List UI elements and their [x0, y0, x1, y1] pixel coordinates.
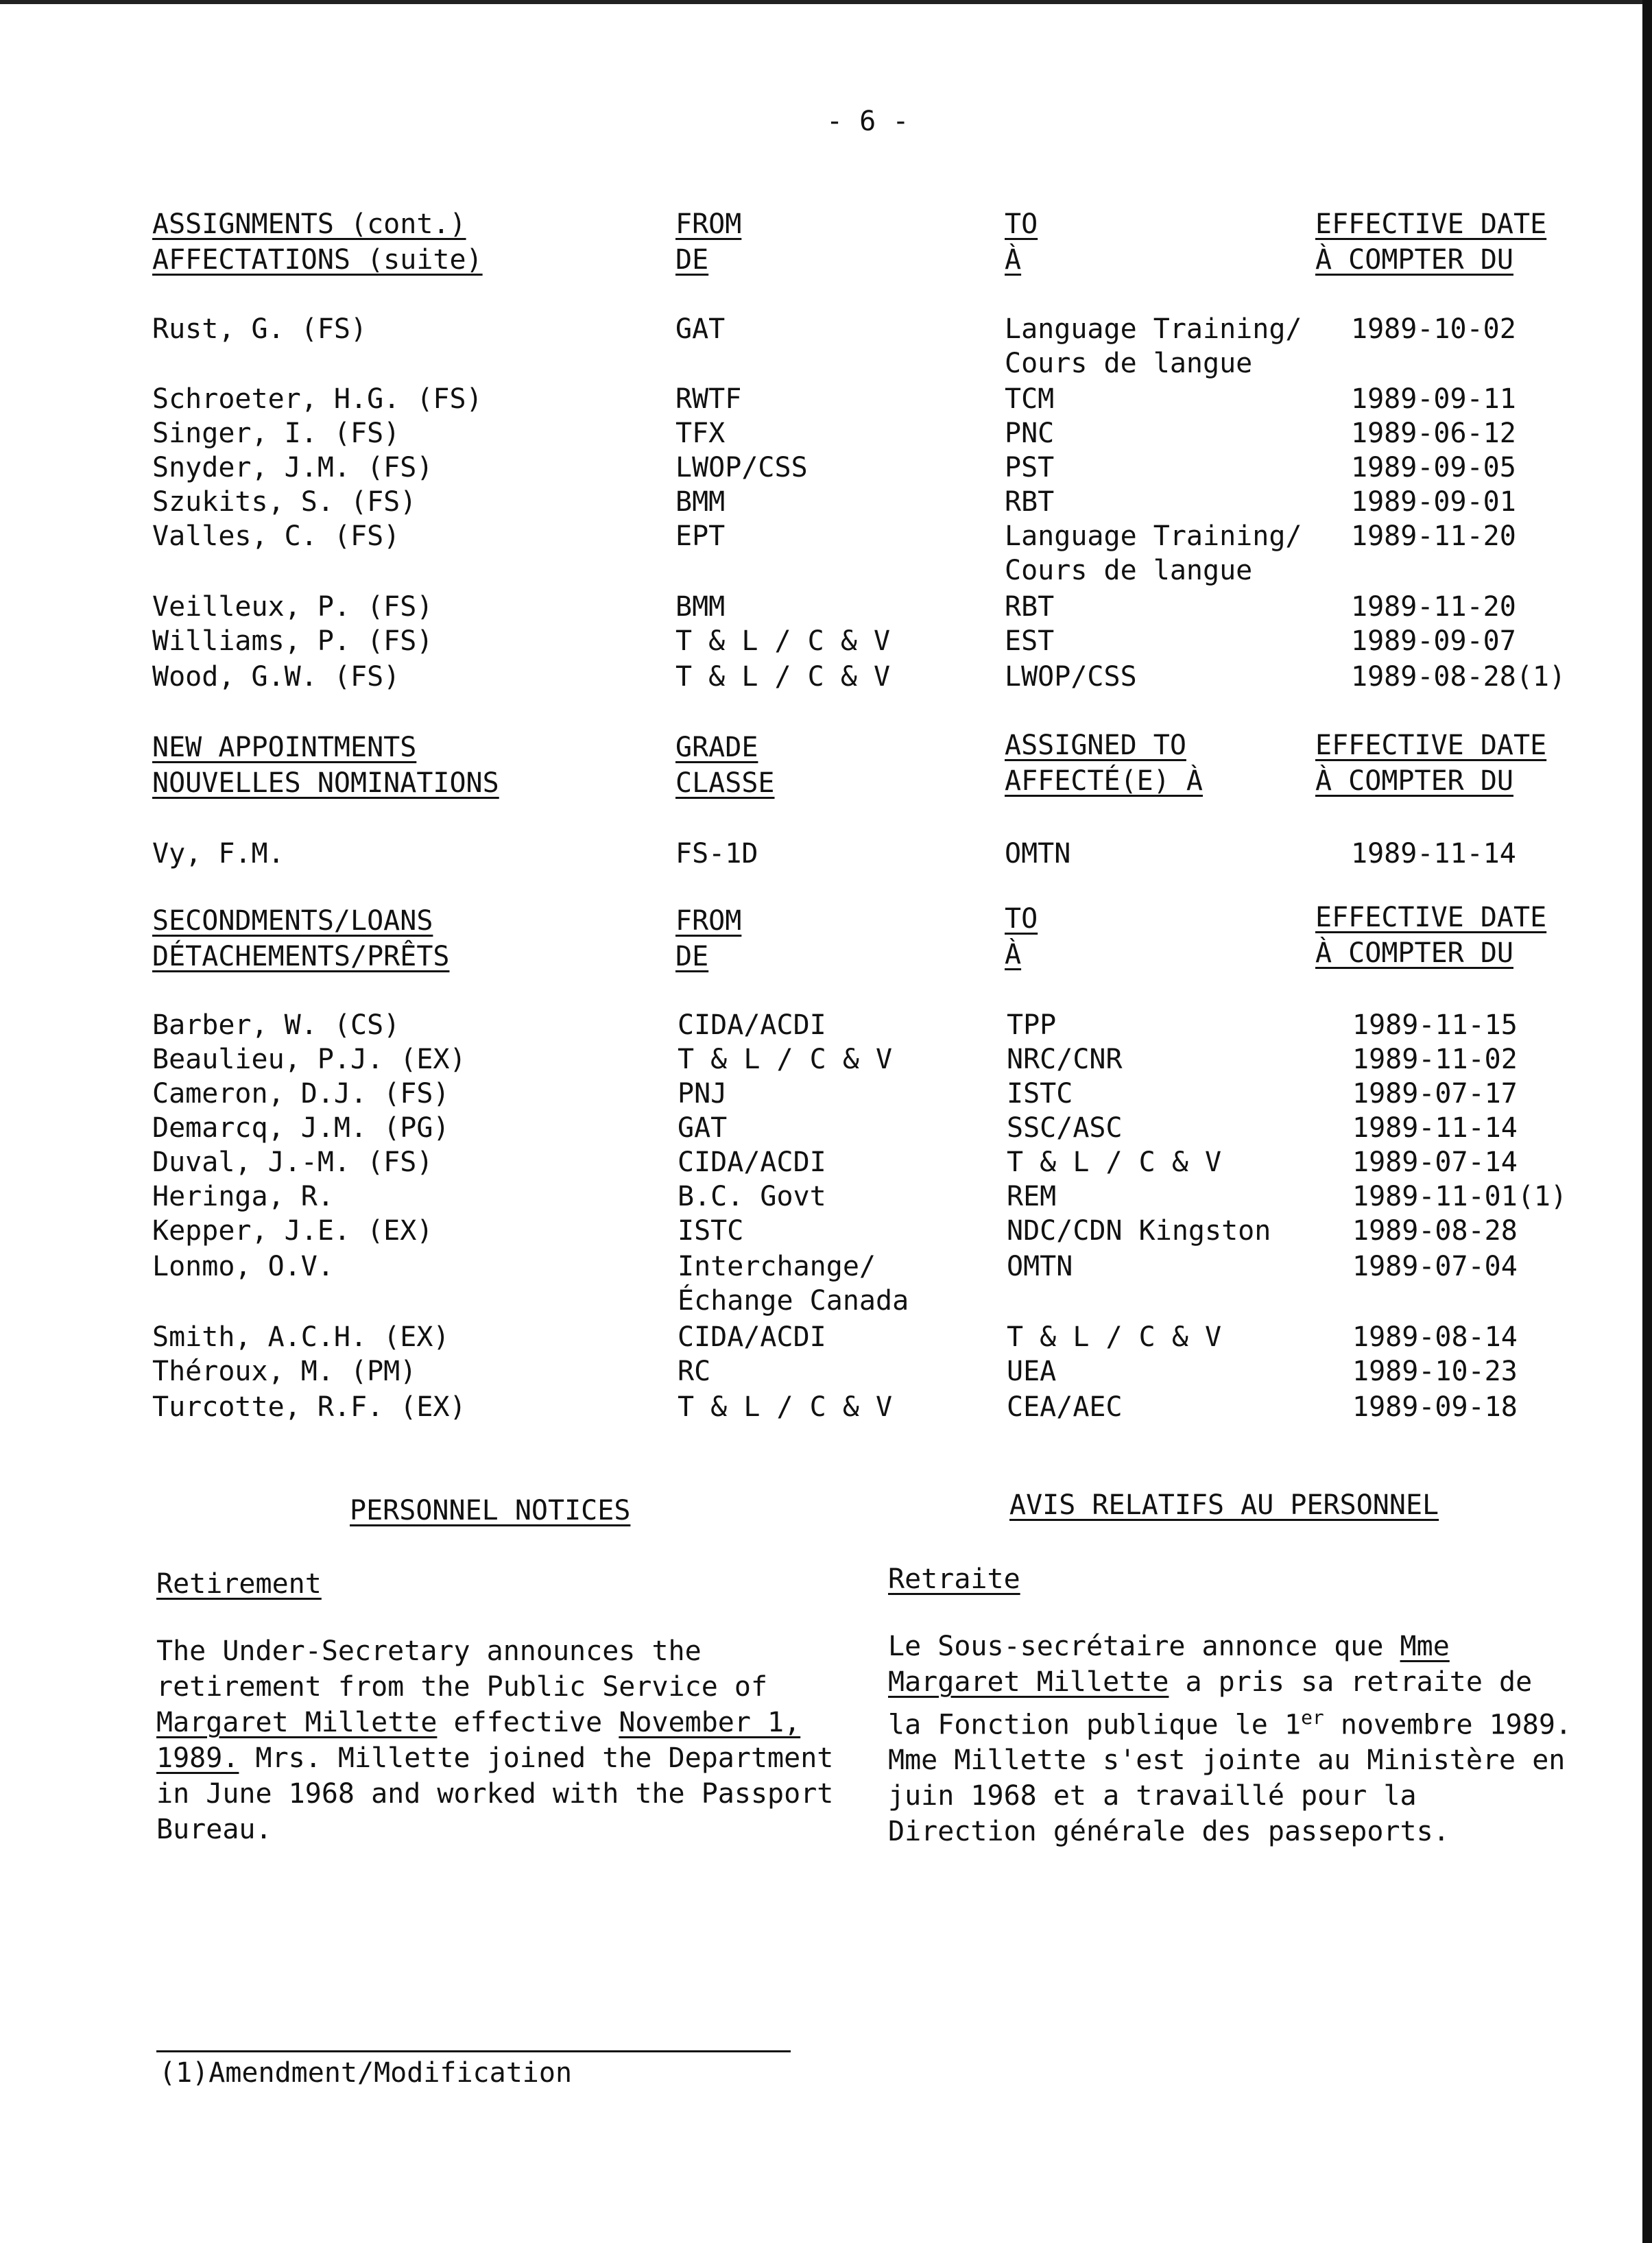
- row-from: ISTC: [678, 1215, 744, 1247]
- row-to: TCM: [1005, 383, 1055, 415]
- row-name: Kepper, J.E. (EX): [152, 1215, 433, 1247]
- notices-heading-en: PERSONNEL NOTICES: [350, 1495, 631, 1526]
- row-date: 1989-07-14: [1352, 1147, 1518, 1178]
- para-text: novembre 1989. Mme Millette s'est jointe au Ministère en juin 1968 et a travaillé pour la Direction générale des passeports.: [888, 1709, 1572, 1848]
- row-from: RWTF: [675, 383, 742, 415]
- row-to: RBT: [1005, 486, 1055, 518]
- para-text: a pris sa retraite de la Fonction publique le 1: [888, 1666, 1533, 1741]
- page-number: - 6 -: [826, 106, 909, 137]
- row-from: TFX: [675, 418, 726, 449]
- retiree-name: Margaret Millette: [156, 1707, 438, 1738]
- row-date: 1989-08-14: [1352, 1321, 1518, 1353]
- row-from: CIDA/ACDI: [678, 1147, 826, 1178]
- row-name: Cameron, D.J. (FS): [152, 1078, 450, 1109]
- assignments-heading-fr: AFFECTATIONS (suite): [152, 244, 483, 276]
- row-date: 1989-08-28(1): [1351, 661, 1566, 693]
- ordinal-superscript: er: [1301, 1706, 1324, 1729]
- row-date: 1989-09-01: [1351, 486, 1516, 518]
- row-assigned: OMTN: [1005, 838, 1071, 869]
- retiree-name: Mme Margaret Millette: [888, 1631, 1450, 1698]
- row-name: Demarcq, J.M. (PG): [152, 1112, 450, 1144]
- row-to: CEA/AEC: [1007, 1391, 1123, 1423]
- appointments-grade-header-en: GRADE: [675, 732, 758, 763]
- page-right-edge: [1642, 0, 1652, 2243]
- secondments-to-header-fr: À: [1005, 939, 1022, 970]
- row-from: PNJ: [678, 1078, 728, 1109]
- row-name: Heringa, R.: [152, 1181, 334, 1212]
- row-to: PST: [1005, 452, 1055, 483]
- retirement-heading-en: Retirement: [156, 1568, 322, 1600]
- assignments-to-header-en: TO: [1005, 208, 1038, 240]
- row-from: T & L / C & V: [678, 1391, 893, 1423]
- row-name: Snyder, J.M. (FS): [152, 452, 433, 483]
- para-text: Le Sous-secrétaire annonce que: [888, 1631, 1400, 1662]
- appointments-assigned-header-fr: AFFECTÉ(E) À: [1005, 765, 1203, 797]
- row-date: 1989-09-07: [1351, 625, 1516, 657]
- secondments-heading-en: SECONDMENTS/LOANS: [152, 905, 433, 937]
- row-to: OMTN: [1007, 1251, 1073, 1282]
- row-to: REM: [1007, 1181, 1057, 1212]
- row-to: T & L / C & V: [1007, 1147, 1222, 1178]
- appointments-date-header-fr: À COMPTER DU: [1315, 765, 1513, 797]
- row-from: LWOP/CSS: [675, 452, 808, 483]
- row-date: 1989-11-15: [1352, 1009, 1518, 1041]
- row-to: RBT: [1005, 591, 1055, 623]
- row-name: Wood, G.W. (FS): [152, 661, 400, 693]
- assignments-date-header-fr: À COMPTER DU: [1315, 244, 1513, 276]
- retirement-paragraph-en: [156, 1633, 842, 1847]
- row-name: Singer, I. (FS): [152, 418, 400, 449]
- row-date: 1989-11-01(1): [1352, 1181, 1568, 1212]
- secondments-from-header-en: FROM: [675, 905, 742, 937]
- row-to: UEA: [1007, 1356, 1057, 1387]
- row-date: 1989-08-28: [1352, 1215, 1518, 1247]
- row-name: Williams, P. (FS): [152, 625, 433, 657]
- footnote-rule: [156, 2050, 791, 2052]
- retirement-date: November 1, 1989.: [156, 1707, 801, 1774]
- para-text: The Under-Secretary announces the retirement from the Public Service of: [156, 1635, 768, 1703]
- row-name: Turcotte, R.F. (EX): [152, 1391, 466, 1423]
- retirement-paragraph-fr: [888, 1629, 1574, 1849]
- row-date: 1989-09-11: [1351, 383, 1516, 415]
- secondments-from-header-fr: DE: [675, 941, 709, 972]
- row-to-line2: Cours de langue: [1005, 555, 1253, 586]
- row-to: NDC/CDN Kingston: [1007, 1215, 1271, 1247]
- row-name: Lonmo, O.V.: [152, 1251, 334, 1282]
- row-date: 1989-11-20: [1351, 520, 1516, 552]
- row-to: NRC/CNR: [1007, 1044, 1123, 1075]
- row-name: Théroux, M. (PM): [152, 1356, 417, 1387]
- row-from: EPT: [675, 520, 726, 552]
- row-to: Language Training/: [1005, 520, 1302, 552]
- row-to: LWOP/CSS: [1005, 661, 1137, 693]
- row-name: Smith, A.C.H. (EX): [152, 1321, 450, 1353]
- row-to-line2: Cours de langue: [1005, 348, 1253, 379]
- row-name: Szukits, S. (FS): [152, 486, 417, 518]
- row-date: 1989-07-04: [1352, 1251, 1518, 1282]
- row-from: BMM: [675, 486, 726, 518]
- secondments-heading-fr: DÉTACHEMENTS/PRÊTS: [152, 941, 450, 972]
- appointments-grade-header-fr: CLASSE: [675, 767, 775, 799]
- row-from: GAT: [678, 1112, 728, 1144]
- row-from: Interchange/: [678, 1251, 876, 1282]
- row-name: Rust, G. (FS): [152, 313, 368, 345]
- assignments-from-header-fr: DE: [675, 244, 709, 276]
- row-name: Beaulieu, P.J. (EX): [152, 1044, 466, 1075]
- appointments-heading-fr: NOUVELLES NOMINATIONS: [152, 767, 499, 799]
- row-to: ISTC: [1007, 1078, 1073, 1109]
- appointments-heading-en: NEW APPOINTMENTS: [152, 732, 417, 763]
- row-from: BMM: [675, 591, 726, 623]
- page-top-edge: [0, 0, 1652, 4]
- row-to: TPP: [1007, 1009, 1057, 1041]
- assignments-heading-en: ASSIGNMENTS (cont.): [152, 208, 466, 240]
- row-grade: FS-1D: [675, 838, 758, 869]
- row-date: 1989-10-23: [1352, 1356, 1518, 1387]
- para-text: Mrs. Millette joined the Department in June 1968 and worked with the Passport Bureau.: [156, 1742, 834, 1845]
- row-from: T & L / C & V: [675, 661, 891, 693]
- assignments-date-header-en: EFFECTIVE DATE: [1315, 208, 1547, 240]
- row-date: 1989-11-02: [1352, 1044, 1518, 1075]
- secondments-date-header-fr: À COMPTER DU: [1315, 937, 1513, 969]
- row-to: SSC/ASC: [1007, 1112, 1123, 1144]
- retirement-heading-fr: Retraite: [888, 1563, 1020, 1595]
- para-text: effective: [437, 1707, 619, 1738]
- row-date: 1989-11-20: [1351, 591, 1516, 623]
- row-name: Veilleux, P. (FS): [152, 591, 433, 623]
- row-from: B.C. Govt: [678, 1181, 826, 1212]
- row-from: T & L / C & V: [675, 625, 891, 657]
- row-date: 1989-11-14: [1351, 838, 1516, 869]
- row-from: GAT: [675, 313, 726, 345]
- row-name: Vy, F.M.: [152, 838, 285, 869]
- row-from: CIDA/ACDI: [678, 1009, 826, 1041]
- appointments-assigned-header-en: ASSIGNED TO: [1005, 730, 1186, 761]
- row-from: T & L / C & V: [678, 1044, 893, 1075]
- row-name: Duval, J.-M. (FS): [152, 1147, 433, 1178]
- row-date: 1989-07-17: [1352, 1078, 1518, 1109]
- appointments-date-header-en: EFFECTIVE DATE: [1315, 730, 1547, 761]
- row-from-line2: Échange Canada: [678, 1285, 909, 1317]
- row-date: 1989-09-05: [1351, 452, 1516, 483]
- row-name: Valles, C. (FS): [152, 520, 400, 552]
- row-from: RC: [678, 1356, 711, 1387]
- row-date: 1989-06-12: [1351, 418, 1516, 449]
- row-to: PNC: [1005, 418, 1055, 449]
- row-to: T & L / C & V: [1007, 1321, 1222, 1353]
- secondments-date-header-en: EFFECTIVE DATE: [1315, 902, 1547, 933]
- footnote: (1)Amendment/Modification: [159, 2057, 573, 2089]
- secondments-to-header-en: TO: [1005, 903, 1038, 935]
- row-date: 1989-11-14: [1352, 1112, 1518, 1144]
- row-date: 1989-09-18: [1352, 1391, 1518, 1423]
- row-to: Language Training/: [1005, 313, 1302, 345]
- notices-heading-fr: AVIS RELATIFS AU PERSONNEL: [1009, 1489, 1439, 1521]
- row-date: 1989-10-02: [1351, 313, 1516, 345]
- row-to: EST: [1005, 625, 1055, 657]
- row-name: Barber, W. (CS): [152, 1009, 400, 1041]
- assignments-from-header-en: FROM: [675, 208, 742, 240]
- row-from: CIDA/ACDI: [678, 1321, 826, 1353]
- row-name: Schroeter, H.G. (FS): [152, 383, 483, 415]
- assignments-to-header-fr: À: [1005, 244, 1022, 276]
